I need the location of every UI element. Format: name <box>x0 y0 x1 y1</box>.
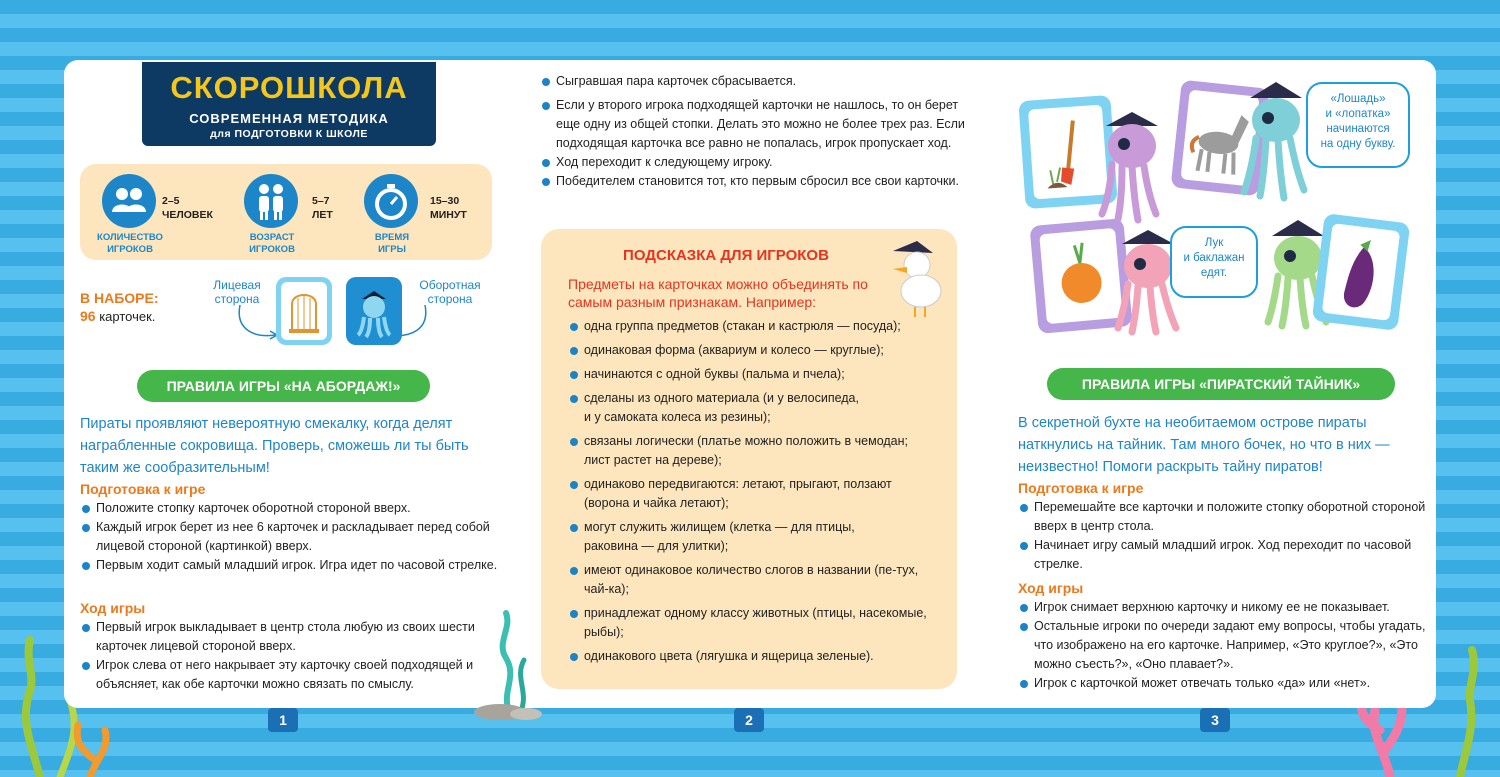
rules2-flow-title: Ход игры <box>1018 580 1084 596</box>
front-card-image <box>276 277 332 345</box>
pirate-octopus-image <box>1092 104 1172 224</box>
list-item: Начинает игру самый младший игрок. Ход переходит по часовой стрелке. <box>1018 536 1428 574</box>
hint-list <box>568 317 953 666</box>
kit-count: 96 <box>80 308 96 324</box>
front-side-label: Лицевая сторона <box>213 278 261 306</box>
list-item: одинаково передвигаются: летают, прыгают, ползают (ворона и чайка летают); <box>568 475 953 513</box>
rules1-flow-title: Ход игры <box>80 600 146 616</box>
list-item: сделаны из одного материала (и у велосипеда, и у самоката колеса из резины); <box>568 389 953 427</box>
rules2-prep-list <box>1018 498 1428 574</box>
eggplant-card-image <box>1312 213 1411 331</box>
back-card-image <box>346 277 402 345</box>
page-number-2: 2 <box>734 708 764 732</box>
rules1-prep-list <box>80 499 500 575</box>
list-item: Игрок снимает верхнюю карточку и никому ее не показывает. <box>1018 598 1428 617</box>
parent-child-icon <box>244 174 298 228</box>
rules1-flow-list <box>80 618 500 694</box>
list-item: одна группа предметов (стакан и кастрюля — посуда); <box>568 317 953 336</box>
list-item: одинакового цвета (лягушка и ящерица зеленые). <box>568 647 953 666</box>
pirate-seagull-icon <box>871 233 951 319</box>
speech-bubble-2: Лук и баклажан едят. <box>1170 226 1258 298</box>
hint-panel <box>541 229 957 689</box>
list-item: Сыгравшая пара карточек сбрасывается. <box>540 72 972 91</box>
logo-block <box>142 62 436 146</box>
rules2-flow-list <box>1018 598 1428 693</box>
stats-panel <box>80 164 492 260</box>
time-value: 15–30 МИНУТ <box>430 195 467 221</box>
list-item: могут служить жилищем (клетка — для птицы, раковина — для улитки); <box>568 518 953 556</box>
hint-title: ПОДСКАЗКА ДЛЯ ИГРОКОВ <box>623 247 829 264</box>
rules2-intro: В секретной бухте на необитаемом острове пираты наткнулись на тайник. Там много бочек, но что в них — неизвестно! Помоги раскрыть тайну пиратов! <box>1018 415 1390 475</box>
list-item: Положите стопку карточек оборотной стороной вверх. <box>80 499 500 518</box>
players-value: 2–5 ЧЕЛОВЕК <box>162 195 213 221</box>
page-number-3: 3 <box>1200 708 1230 732</box>
list-item: Остальные игроки по очереди задают ему вопросы, чтобы угадать, что изображено на его карточке. Например, «Это круглое?», «Это можно съесть?», «Оно плавает?». <box>1018 617 1428 674</box>
speech-bubble-1: «Лошадь» и «лопатка» начинаются на одну букву. <box>1306 82 1410 168</box>
rules1-prep-title: Подготовка к игре <box>80 481 206 497</box>
stopwatch-icon <box>364 174 418 228</box>
list-item: Перемешайте все карточки и положите стопку оборотной стороной вверх в центр стола. <box>1018 498 1428 536</box>
time-label: ВРЕМЯ ИГРЫ <box>374 232 410 255</box>
age-value: 5–7 ЛЕТ <box>312 195 333 221</box>
list-item: Ход переходит к следующему игроку. <box>540 153 972 172</box>
list-item: Если у второго игрока подходящей карточки не нашлось, то он берет еще одну из общей стопки. Делать это можно не более трех раз. Если подходящая карточка все равно не попалась, игрок пропускает ход. <box>540 96 972 153</box>
kit-unit: карточек. <box>95 309 156 324</box>
rules1-intro: Пираты проявляют невероятную смекалку, когда делят награбленные сокровища. Проверь, сможешь ли ты быть таким же сообразительным! <box>80 416 469 476</box>
rules2-title: ПРАВИЛА ИГРЫ «ПИРАТСКИЙ ТАЙНИК» <box>1047 368 1395 400</box>
back-side-label: Оборотная сторона <box>419 278 481 306</box>
age-label: ВОЗРАСТ ИГРОКОВ <box>249 232 295 255</box>
kit-count-line <box>80 308 155 324</box>
list-item: Каждый игрок берет из нее 6 карточек и раскладывает перед собой лицевой стороной (картинкой) вверх. <box>80 518 500 556</box>
list-item: Первым ходит самый младший игрок. Игра идет по часовой стрелке. <box>80 556 500 575</box>
list-item: одинаковая форма (аквариум и колесо — круглые); <box>568 341 953 360</box>
logo-subtitle-2: для ПОДГОТОВКИ К ШКОЛЕ <box>210 128 368 140</box>
list-item: имеют одинаковое количество слогов в названии (пе-тух, чай-ка); <box>568 561 953 599</box>
list-item: Победителем становится тот, кто первым сбросил все свои карточки. <box>540 172 972 191</box>
list-item: принадлежат одному классу животных (птицы, насекомые, рыбы); <box>568 604 953 642</box>
players-label: КОЛИЧЕСТВО ИГРОКОВ <box>97 232 163 255</box>
people-icon <box>102 174 156 228</box>
seaweed-decoration <box>470 608 550 720</box>
rules2-prep-title: Подготовка к игре <box>1018 480 1144 496</box>
hint-intro: Предметы на карточках можно объединять по самым разным признакам. Например: <box>568 276 868 310</box>
list-item: Игрок слева от него накрывает эту карточку своей подходящей и объясняет, как обе карточки можно связать по смыслу. <box>80 656 500 694</box>
brand-logo: СКОРОШКОЛА <box>170 70 408 105</box>
page-number-1: 1 <box>268 708 298 732</box>
list-item: начинаются с одной буквы (пальма и пчела); <box>568 365 953 384</box>
kit-title: В НАБОРЕ: <box>80 290 159 306</box>
rules1-title: ПРАВИЛА ИГРЫ «НА АБОРДАЖ!» <box>137 370 430 402</box>
list-item: связаны логически (платье можно положить в чемодан; лист растет на дереве); <box>568 432 953 470</box>
logo-subtitle-1: СОВРЕМЕННАЯ МЕТОДИКА <box>189 111 389 126</box>
col2-list <box>540 72 972 191</box>
list-item: Игрок с карточкой может отвечать только «да» или «нет». <box>1018 674 1428 693</box>
list-item: Первый игрок выкладывает в центр стола любую из своих шести карточек лицевой стороной вверх. <box>80 618 500 656</box>
